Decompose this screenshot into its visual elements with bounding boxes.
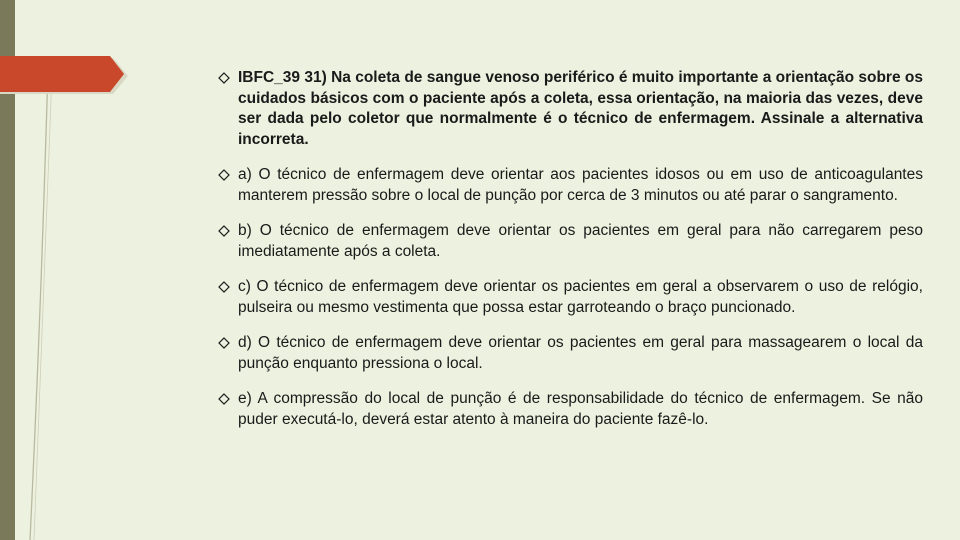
option-a-text: a) O técnico de enfermagem deve orientar aos pacientes idosos ou em uso de anticoagulantes manterem pressão sobre o local de punção por cerca de 3 minutos ou até parar o sangramento. xyxy=(238,166,923,204)
diamond-outline-icon xyxy=(218,281,230,293)
option-d xyxy=(218,333,923,374)
slide-content xyxy=(218,68,923,430)
decorative-line-2 xyxy=(34,72,52,540)
diamond-outline-icon xyxy=(218,72,230,84)
diamond-outline-icon xyxy=(218,393,230,405)
diamond-outline-icon xyxy=(218,225,230,237)
option-b-text: b) O técnico de enfermagem deve orientar os pacientes em geral para não carregarem peso imediatamente após a coleta. xyxy=(238,222,923,260)
option-e-text: e) A compressão do local de punção é de responsabilidade do técnico de enfermagem. Se não puder executá-lo, deverá estar atento à maneira do paciente fazê-lo. xyxy=(238,390,923,428)
option-c xyxy=(218,277,923,318)
option-a xyxy=(218,165,923,206)
diamond-outline-icon xyxy=(218,169,230,181)
option-c-text: c) O técnico de enfermagem deve orientar os pacientes em geral a observarem o uso de relógio, pulseira ou mesmo vestimenta que possa estar garroteando o braço puncionado. xyxy=(238,278,923,316)
question-paragraph xyxy=(218,68,923,150)
question-text: IBFC_39 31) Na coleta de sangue venoso periférico é muito importante a orientação sobre os cuidados básicos com o paciente após a coleta, essa orientação, na maioria das vezes, deve ser dada pelo coletor que normalmente é o técnico de enfermagem. Assinale a alternativa incorreta. xyxy=(238,69,923,148)
diamond-outline-icon xyxy=(218,337,230,349)
decorative-banner xyxy=(0,0,130,540)
option-d-text: d) O técnico de enfermagem deve orientar os pacientes em geral para massagearem o local da punção enquanto pressiona o local. xyxy=(238,334,923,372)
banner-arrow xyxy=(0,56,124,92)
option-b xyxy=(218,221,923,262)
decorative-line xyxy=(30,70,48,540)
option-e xyxy=(218,389,923,430)
